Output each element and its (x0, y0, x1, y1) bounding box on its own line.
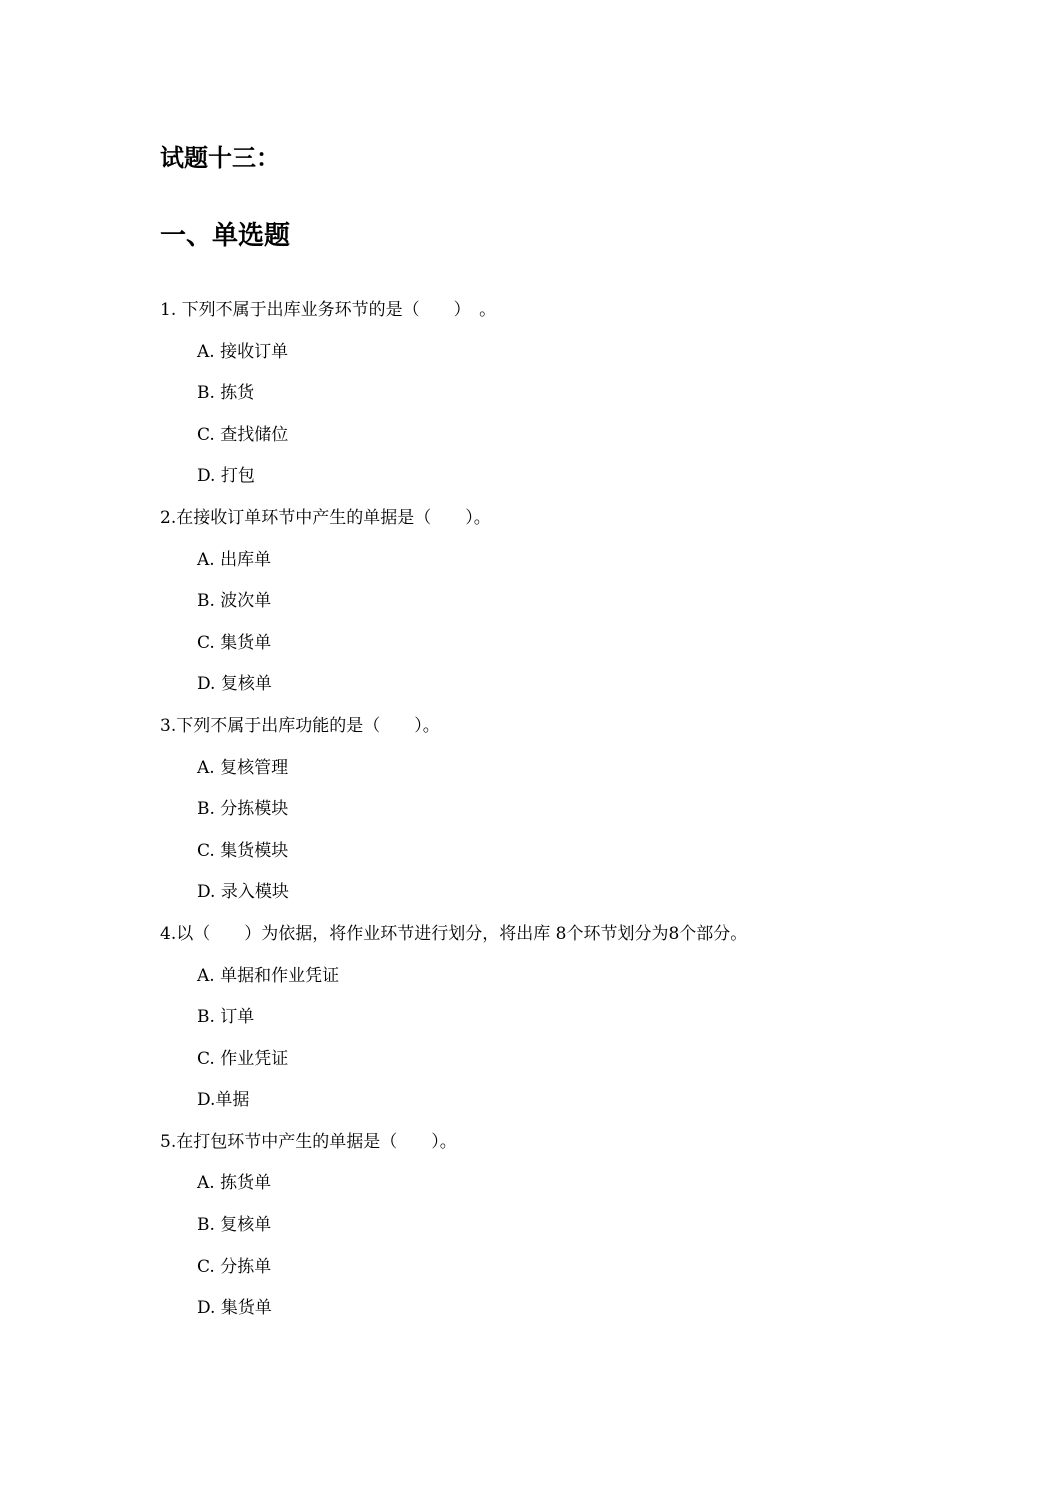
option-b: B. 订单 (197, 1007, 255, 1028)
section-title: 一、单选题 (160, 221, 291, 251)
question-stem: 1. 下列不属于出库业务环节的是（ ） 。 (160, 300, 497, 320)
question-list (160, 290, 920, 1330)
question-3 (160, 706, 920, 914)
option-a: A. 接收订单 (197, 341, 289, 362)
question-4 (160, 914, 920, 1122)
question-stem: 3.下列不属于出库功能的是（ ）。 (160, 715, 440, 736)
question-5 (160, 1122, 920, 1330)
option-b: B. 复核单 (197, 1215, 272, 1236)
option-d: D. 打包 (197, 466, 255, 487)
question-stem: 2.在接收订单环节中产生的单据是（ ）。 (160, 507, 491, 528)
option-b: B. 分拣模块 (197, 799, 289, 820)
option-b: B. 波次单 (197, 591, 272, 612)
option-d: D.单据 (197, 1090, 250, 1111)
question-2 (160, 498, 920, 706)
option-c: C. 查找储位 (197, 424, 289, 445)
option-c: C. 分拣单 (197, 1256, 272, 1277)
option-d: D. 录入模块 (197, 882, 289, 903)
option-c: C. 作业凭证 (197, 1048, 289, 1069)
option-a: A. 出库单 (197, 549, 272, 570)
option-d: D. 集货单 (197, 1298, 272, 1319)
option-c: C. 集货模块 (197, 840, 289, 861)
question-stem: 5.在打包环节中产生的单据是（ ）。 (160, 1131, 457, 1152)
exam-title: 试题十三： (160, 144, 280, 172)
option-a: A. 拣货单 (197, 1173, 272, 1194)
question-stem: 4.以（ ）为依据，将作业环节进行划分，将出库 8个环节划分为8个部分。 (160, 923, 748, 944)
option-c: C. 集货单 (197, 632, 272, 653)
question-1 (160, 290, 920, 498)
option-a: A. 单据和作业凭证 (197, 965, 340, 986)
option-d: D. 复核单 (197, 674, 272, 695)
option-b: B. 拣货 (197, 383, 255, 404)
option-a: A. 复核管理 (197, 757, 289, 778)
